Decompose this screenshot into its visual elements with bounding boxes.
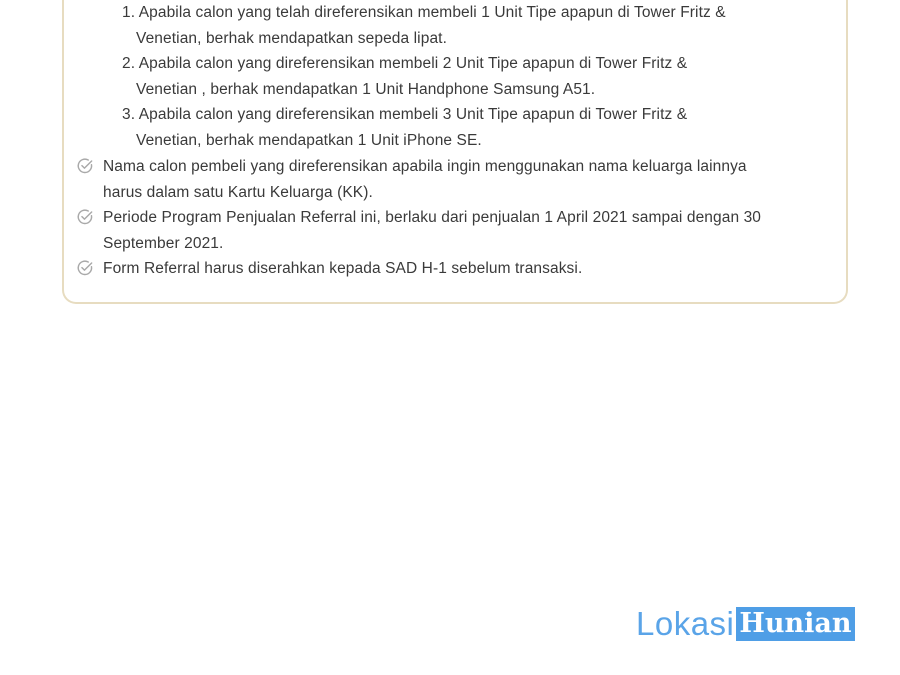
check-circle-icon <box>76 208 94 226</box>
numbered-item-3 <box>122 102 802 153</box>
check-text-line1: Periode Program Penjualan Referral ini, berlaku dari penjualan 1 April 2021 sampai dengan 30 <box>103 209 762 226</box>
item-text-line1: Apabila calon yang direferensikan membeli 3 Unit Tipe apapun di Tower Fritz & <box>138 106 688 123</box>
check-text-line2: harus dalam satu Kartu Keluarga (KK). <box>103 183 373 201</box>
item-number: 1. <box>122 4 136 21</box>
item-text-line2: Venetian, berhak mendapatkan 1 Unit iPhone SE. <box>136 131 482 149</box>
item-number: 2. <box>122 55 136 72</box>
check-circle-icon <box>76 157 94 175</box>
check-text-line2: September 2021. <box>103 234 224 252</box>
check-text-line1: Nama calon pembeli yang direferensikan apabila ingin menggunakan nama keluarga lainnya <box>103 158 747 175</box>
item-text-line2: Venetian , berhak mendapatkan 1 Unit Handphone Samsung A51. <box>136 80 596 98</box>
check-circle-icon <box>76 259 94 277</box>
logo-part-lokasi: Lokasi <box>636 605 735 642</box>
watermark-logo <box>636 606 855 642</box>
item-text-line1: Apabila calon yang direferensikan membeli 2 Unit Tipe apapun di Tower Fritz & <box>138 55 688 72</box>
numbered-item-2 <box>122 51 802 102</box>
item-number: 3. <box>122 106 136 123</box>
numbered-item-1 <box>122 0 802 51</box>
item-text-line1: Apabila calon yang telah direferensikan membeli 1 Unit Tipe apapun di Tower Fritz & <box>138 4 726 21</box>
logo-part-hunian: Hunian <box>736 607 854 641</box>
check-text-line1: Form Referral harus diserahkan kepada SAD H-1 sebelum transaksi. <box>103 260 583 277</box>
item-text-line2: Venetian, berhak mendapatkan sepeda lipat. <box>136 29 447 47</box>
